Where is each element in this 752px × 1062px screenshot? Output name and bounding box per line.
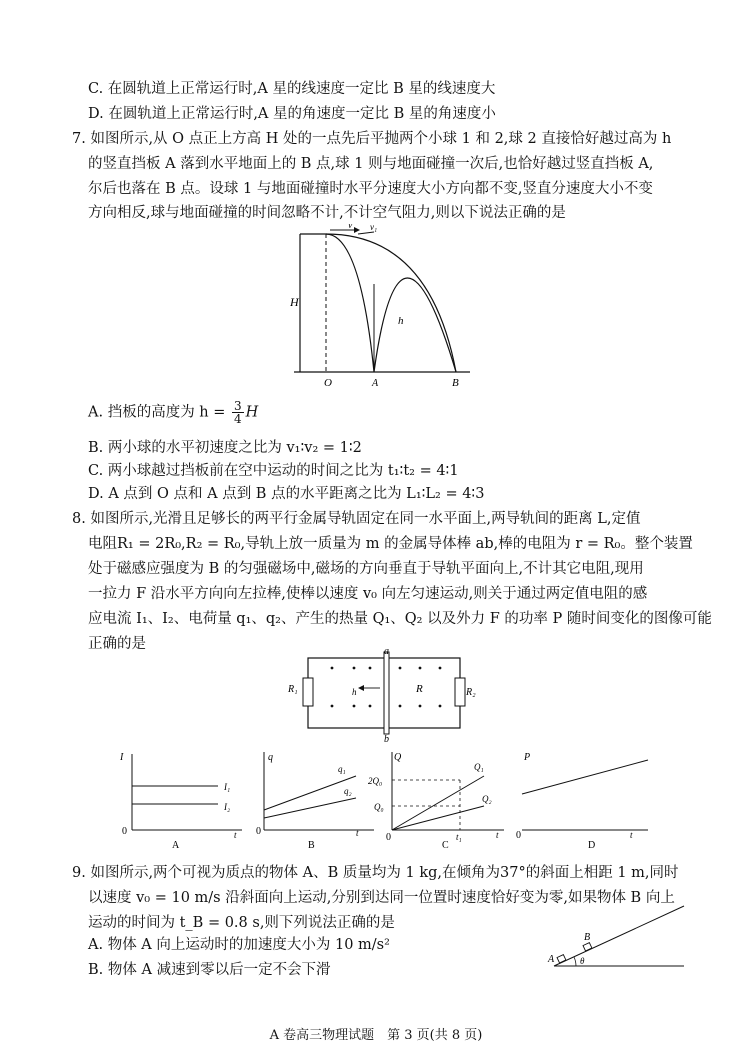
graph-A-line1: I₁	[224, 782, 231, 792]
graph-C-tick-t1: t₁	[456, 832, 462, 842]
option-7a-text: A. 挡板的高度为 h =	[88, 404, 226, 421]
v-label: v	[348, 224, 353, 231]
option-9b: B. 物体 A 减速到零以后一定不会下滑	[88, 962, 331, 978]
question-9-line-2: 以速度 v₀ = 10 m/s 沿斜面向上运动,分别到达同一位置时速度恰好变为零,如果物体 B 向上	[88, 890, 675, 906]
graph-D-caption: D	[588, 840, 596, 850]
question-8-line-6: 正确的是	[88, 636, 146, 652]
graph-D-xlabel: t	[630, 830, 633, 840]
graph-C-caption: C	[442, 840, 449, 850]
question-7-line-3: 尔后也落在 B 点。设球 1 与地面碰撞时水平分速度大小方向都不变,竖直分速度大小不变	[88, 181, 653, 197]
graph-A-line2: I₂	[224, 802, 231, 812]
figure-7-projectile	[290, 224, 480, 390]
option-6c: C. 在圆轨道上正常运行时,A 星的线速度一定比 B 星的线速度大	[88, 81, 496, 97]
graph-C-tick-Q0: Q₀	[374, 802, 384, 812]
fig9-A: A	[548, 954, 555, 965]
graph-C-origin: 0	[386, 832, 391, 843]
option-7d: D. A 点到 O 点和 A 点到 B 点的水平距离之比为 L₁∶L₂ = 4∶3	[88, 486, 485, 502]
B-label: B	[452, 377, 459, 389]
graph-C-xlabel: t	[496, 830, 499, 840]
question-7-line-4: 方向相反,球与地面碰撞的时间忽略不计,不计空气阻力,则以下说法正确的是	[88, 205, 566, 221]
option-7a	[88, 400, 258, 425]
option-7b: B. 两小球的水平初速度之比为 v₁∶v₂ = 1∶2	[88, 440, 362, 456]
page-footer: A 卷高三物理试题 第 3 页(共 8 页)	[269, 1028, 483, 1043]
O-label: O	[324, 377, 332, 389]
graph-C-ylabel: Q	[394, 752, 402, 763]
R2-label: R₂	[466, 687, 476, 698]
question-8-line-1: 8. 如图所示,光滑且足够长的两平行金属导轨固定在同一水平面上,两导轨间的距离 L,定值	[72, 511, 641, 527]
fraction-denominator: 4	[234, 412, 242, 426]
option-6d: D. 在圆轨道上正常运行时,A 星的角速度一定比 B 星的角速度小	[88, 106, 496, 122]
fig9-B: B	[584, 932, 591, 943]
fraction-3-4	[232, 400, 244, 425]
question-8-line-4: 一拉力 F 沿水平方向向左拉棒,使棒以速度 v₀ 向左匀速运动,则关于通过两定值电阻的感	[88, 586, 648, 602]
graph-C-line1: Q₁	[474, 762, 484, 772]
question-9-line-3: 运动的时间为 t_B = 0.8 s,则下列说法正确的是	[88, 915, 395, 931]
graph-C-line2: Q₂	[482, 794, 492, 804]
R1-label: R₁	[288, 684, 298, 695]
question-9-line-1: 9. 如图所示,两个可视为质点的物体 A、B 质量均为 1 kg,在倾角为37°的斜面上相距 1 m,同时	[72, 865, 679, 881]
question-7-line-2: 的竖直挡板 A 落到水平地面上的 B 点,球 1 则与地面碰撞一次后,也恰好越过竖直挡板 A,	[88, 156, 654, 172]
question-7-line-1: 7. 如图所示,从 O 点正上方高 H 处的一点先后平抛两个小球 1 和 2,球 2 直接恰好越过高为 h	[72, 131, 672, 147]
graph-C	[364, 748, 514, 850]
graph-C-tick-2Q0: 2Q₀	[368, 776, 383, 786]
option-7a-var: H	[245, 404, 259, 421]
graph-A-origin: 0	[122, 826, 127, 837]
A-label: A	[372, 378, 379, 389]
graph-B-line2: q₂	[344, 786, 352, 796]
fig9-theta: θ	[580, 956, 585, 966]
rod-end-b: b	[384, 734, 389, 742]
H-label: H	[290, 295, 299, 309]
graph-D-origin: 0	[516, 830, 521, 841]
graph-B-xlabel: t	[356, 828, 359, 838]
fraction-numerator: 3	[234, 399, 242, 413]
figure-9-incline	[540, 900, 690, 980]
h-label: h	[398, 315, 404, 327]
graph-B	[252, 748, 382, 850]
graph-B-caption: B	[308, 840, 315, 850]
h-mark: h	[352, 687, 357, 697]
graph-D-ylabel: P	[524, 752, 531, 763]
v1-label: v₁	[370, 224, 378, 232]
question-8-line-3: 处于磁感应强度为 B 的匀强磁场中,磁场的方向垂直于导轨平面向上,不计其它电阻,现用	[88, 561, 644, 577]
question-8-line-2: 电阻R₁ = 2R₀,R₂ = R₀,导轨上放一质量为 m 的金属导体棒 ab,棒的电阻为 r = R₀。整个装置	[88, 536, 693, 552]
figure-8-circuit	[280, 648, 480, 742]
option-9a: A. 物体 A 向上运动时的加速度大小为 10 m/s²	[88, 937, 390, 953]
graph-B-ylabel: q	[268, 752, 273, 763]
graph-A-ylabel: I	[120, 752, 124, 763]
graph-A-caption: A	[172, 840, 180, 850]
option-7c: C. 两小球越过挡板前在空中运动的时间之比为 t₁∶t₂ = 4∶1	[88, 463, 459, 479]
graph-D	[516, 748, 656, 850]
graph-B-origin: 0	[256, 826, 261, 837]
graph-B-line1: q₁	[338, 764, 346, 774]
question-8-line-5: 应电流 I₁、I₂、电荷量 q₁、q₂、产生的热量 Q₁、Q₂ 以及外力 F 的功率 P 随时间变化的图像可能	[88, 611, 712, 627]
graph-A-xlabel: t	[234, 830, 237, 840]
R-label: R	[416, 683, 423, 695]
rod-end-a: a	[384, 648, 389, 657]
graph-A	[110, 748, 250, 850]
